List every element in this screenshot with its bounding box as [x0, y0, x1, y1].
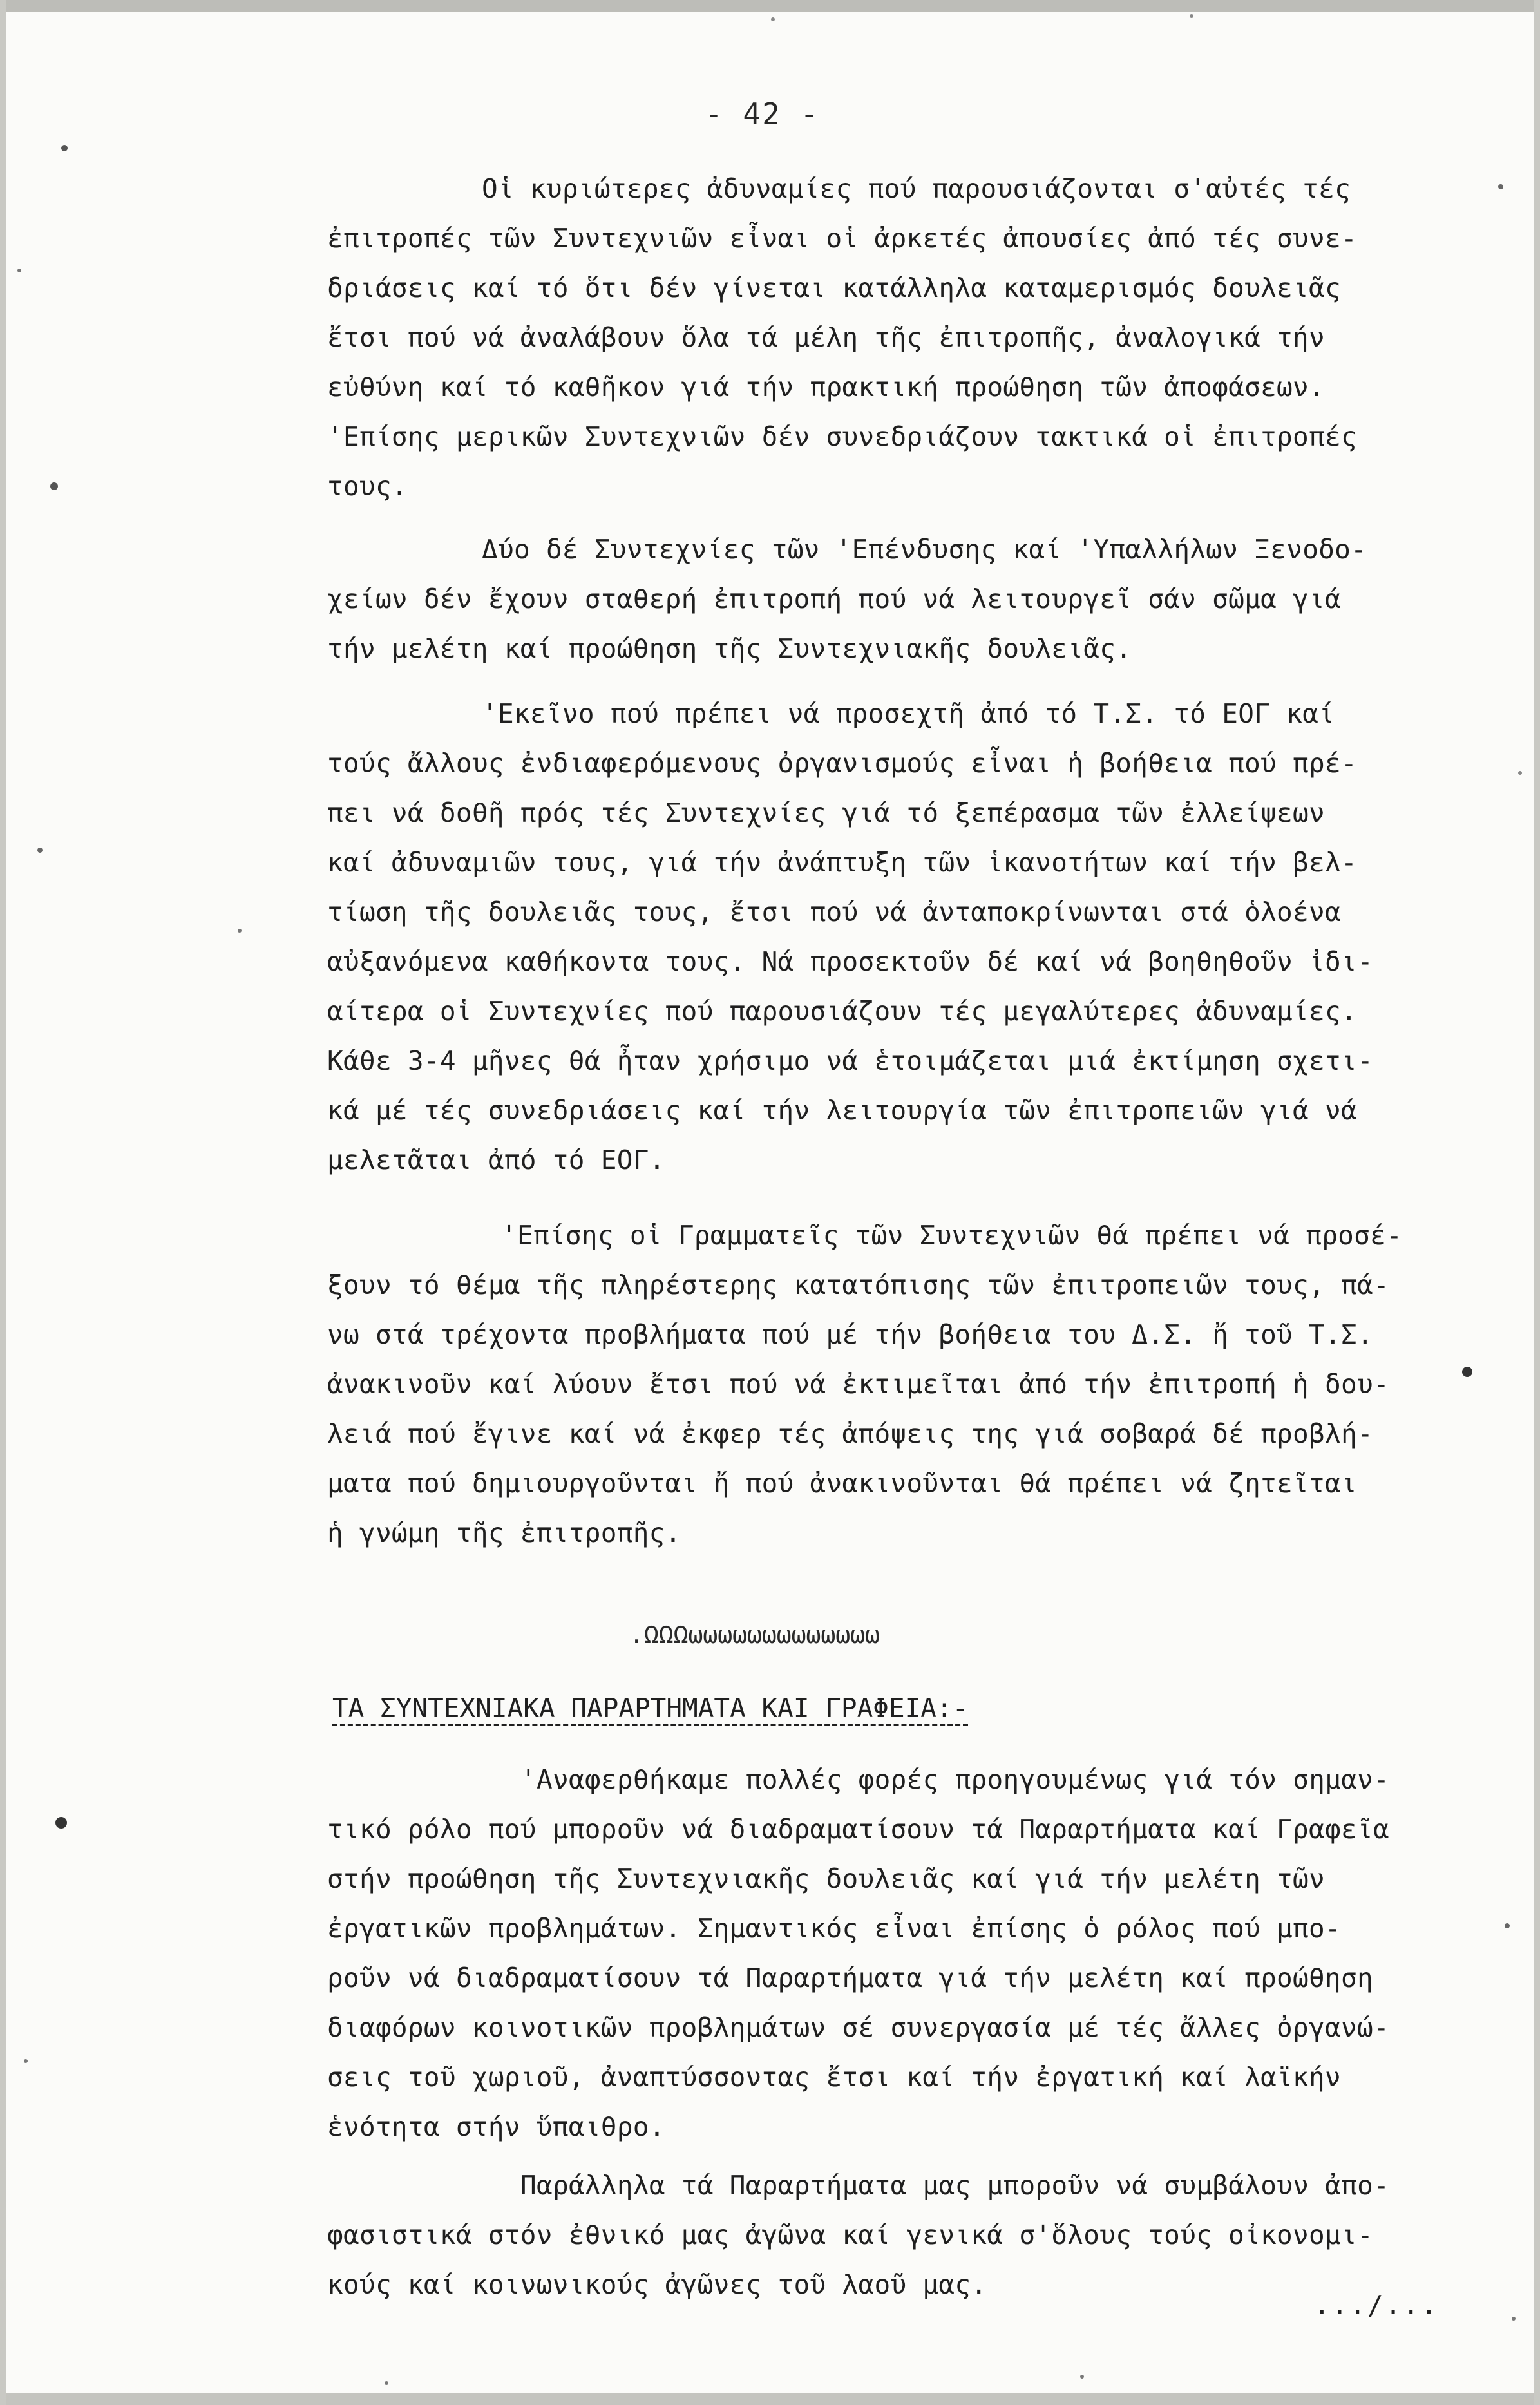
text-line: ξουν τό θέμα τῆς πληρέστερης κατατόπισης τῶν ἐπιτροπειῶν τους, πά-	[327, 1269, 1389, 1300]
text-line: Κάθε 3-4 μῆνες θά ἦταν χρήσιμο νά ἑτοιμάζεται μιά ἐκτίμηση σχετι-	[327, 1045, 1373, 1076]
text-line: τήν μελέτη καί προώθηση τῆς Συντεχνιακῆς δουλειᾶς.	[327, 633, 1132, 664]
text-line: Παράλληλα τά Παραρτήματα μας μποροῦν νά συμβάλουν ἀπο-	[520, 2170, 1390, 2201]
text-line: ἑνότητα στήν ὕπαιθρο.	[327, 2111, 665, 2142]
paragraph-2	[327, 525, 1487, 674]
paragraph-4	[327, 1211, 1487, 1558]
text-line: ἐργατικῶν προβλημάτων. Σημαντικός εἶναι ἐπίσης ὁ ρόλος πού μπο-	[327, 1913, 1341, 1944]
text-line: αὐξανόμενα καθήκοντα τους. Νά προσεκτοῦν δέ καί νά βοηθηθοῦν ἰδι-	[327, 946, 1373, 977]
text-line: κά μέ τές συνεδριάσεις καί τήν λειτουργία τῶν ἐπιτροπειῶν γιά νά	[327, 1095, 1357, 1126]
text-line: τικό ρόλο πού μποροῦν νά διαδραματίσουν τά Παραρτήματα καί Γραφεῖα	[327, 1814, 1389, 1845]
text-line: εὐθύνη καί τό καθῆκον γιά τήν πρακτική προώθηση τῶν ἀποφάσεων.	[327, 372, 1326, 403]
text-line: στήν προώθηση τῆς Συντεχνιακῆς δουλειᾶς καί γιά τήν μελέτη τῶν	[327, 1863, 1326, 1894]
text-line: σεις τοῦ χωριοῦ, ἀναπτύσσοντας ἔτσι καί τήν ἐργατική καί λαϊκήν	[327, 2062, 1341, 2093]
text-line: τούς ἄλλους ἐνδιαφερόμενους ὀργανισμούς εἶναι ἡ βοήθεια πού πρέ-	[327, 748, 1357, 779]
continuation-mark: .../...	[1314, 2290, 1439, 2321]
text-line: 'Επίσης μερικῶν Συντεχνιῶν δέν συνεδριάζουν τακτικά οἱ ἐπιτροπές	[327, 421, 1357, 452]
text-line: ἔτσι πού νά ἀναλάβουν ὅλα τά μέλη τῆς ἐπιτροπῆς, ἀναλογικά τήν	[327, 322, 1326, 353]
text-line: Δύο δέ Συντεχνίες τῶν 'Επένδυσης καί 'Υπαλλήλων Ξενοδο-	[482, 534, 1367, 565]
text-line: τίωση τῆς δουλειᾶς τους, ἔτσι πού νά ἀνταποκρίνωνται στά ὁλοένα	[327, 897, 1341, 927]
page-number: - 42 -	[705, 97, 820, 131]
section-separator: .ΩΩΩωωωωωωωωωωωωω	[629, 1621, 880, 1649]
text-line: διαφόρων κοινοτικῶν προβλημάτων σέ συνεργασία μέ τές ἄλλες ὀργανώ-	[327, 2012, 1389, 2043]
text-line: 'Αναφερθήκαμε πολλές φορές προηγουμένως γιά τόν σημαν-	[520, 1764, 1390, 1795]
text-line: ροῦν νά διαδραματίσουν τά Παραρτήματα γιά τήν μελέτη καί προώθηση	[327, 1963, 1373, 1993]
text-line: ἡ γνώμη τῆς ἐπιτροπῆς.	[327, 1517, 681, 1548]
text-line: χείων δέν ἔχουν σταθερή ἐπιτροπή πού νά λειτουργεῖ σάν σῶμα γιά	[327, 584, 1341, 614]
text-line: 'Εκεῖνο πού πρέπει νά προσεχτῆ ἀπό τό Τ.Σ. τό ΕΟΓ καί	[482, 698, 1335, 729]
text-line: πει νά δοθῆ πρός τές Συντεχνίες γιά τό ξεπέρασμα τῶν ἐλλείψεων	[327, 797, 1326, 828]
paragraph-3	[327, 689, 1487, 1185]
text-line: καί ἀδυναμιῶν τους, γιά τήν ἀνάπτυξη τῶν ἱκανοτήτων καί τήν βελ-	[327, 847, 1357, 878]
text-line: ματα πού δημιουργοῦνται ἤ πού ἀνακινοῦνται θά πρέπει νά ζητεῖται	[327, 1468, 1357, 1499]
text-line: ἀνακινοῦν καί λύουν ἔτσι πού νά ἐκτιμεῖται ἀπό τήν ἐπιτροπή ἡ δου-	[327, 1369, 1389, 1400]
text-line: δριάσεις καί τό ὅτι δέν γίνεται κατάλληλα καταμερισμός δουλειᾶς	[327, 272, 1341, 303]
text-line: ἐπιτροπές τῶν Συντεχνιῶν εἶναι οἱ ἀρκετές ἀπουσίες ἀπό τές συνε-	[327, 223, 1357, 254]
text-line: κούς καί κοινωνικούς ἀγῶνες τοῦ λαοῦ μας.	[327, 2269, 987, 2300]
text-line: αίτερα οἱ Συντεχνίες πού παρουσιάζουν τές μεγαλύτερες ἀδυναμίες.	[327, 996, 1357, 1027]
paragraph-1	[327, 164, 1487, 511]
section-heading: ΤΑ ΣΥΝΤΕΧΝΙΑΚΑ ΠΑΡΑΡΤΗΜΑΤΑ ΚΑΙ ΓΡΑΦΕΙΑ:-	[332, 1693, 969, 1724]
text-line: νω στά τρέχοντα προβλήματα πού μέ τήν βοήθεια του Δ.Σ. ἤ τοῦ Τ.Σ.	[327, 1319, 1373, 1350]
text-line: φασιστικά στόν ἐθνικό μας ἀγῶνα καί γενικά σ'ὅλους τούς οἰκονομι-	[327, 2220, 1373, 2250]
section-paragraph-1	[327, 1755, 1487, 2152]
text-line: τους.	[327, 471, 408, 502]
text-line: λειά πού ἔγινε καί νά ἐκφερ τές ἀπόψεις της γιά σοβαρά δέ προβλή-	[327, 1418, 1373, 1449]
text-line: Οἱ κυριώτερες ἀδυναμίες πού παρουσιάζονται σ'αὐτές τές	[482, 173, 1351, 204]
section-paragraph-2	[327, 2161, 1487, 2310]
text-line: 'Επίσης οἱ Γραμματεῖς τῶν Συντεχνιῶν θά πρέπει νά προσέ-	[501, 1220, 1403, 1251]
text-line: μελετᾶται ἀπό τό ΕΟΓ.	[327, 1145, 665, 1175]
